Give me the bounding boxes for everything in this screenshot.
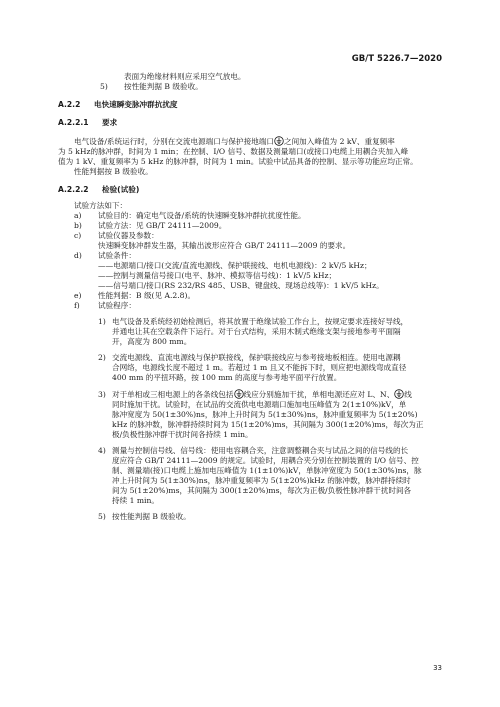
list-item: d) 试验条件： xyxy=(74,251,136,260)
section-heading-a22: A.2.2 电快速瞬变脉冲群抗扰度 xyxy=(58,100,178,109)
list-item: a) 试验目的：确定电气设备/系统的快速瞬变脉冲群抗扰度性能。 xyxy=(74,211,306,220)
list-item-detail: 快速瞬变脉冲群发生器，其输出波形应符合 GB/T 24111—2009 的要求。 xyxy=(98,241,351,250)
procedure-step-line: 持续 1 min。 xyxy=(112,496,159,505)
page-content xyxy=(58,72,444,522)
procedure-step-line: kHz 的脉冲数，脉冲群持续时间为 15(1±20%)ms，其间隔为 300(1±20%)ms，每次为正 xyxy=(112,420,424,429)
procedure-step-line: 脉冲宽度为 50(1±30%)ns，脉冲上升时间为 5(1±30%)ns，脉冲重复频率为 5(1±20%) xyxy=(112,410,418,419)
paragraph-line: 性能判据按 B 级验收。 xyxy=(74,167,153,176)
text-line: 表面为绝缘材料则应采用空气放电。 xyxy=(124,72,246,81)
paragraph-line: 试验方法如下： xyxy=(74,201,128,210)
protective-earth-icon xyxy=(394,389,404,399)
section-heading-a222: A.2.2.2 检验(试验) xyxy=(58,185,140,194)
page-number: 33 xyxy=(433,664,442,672)
procedure-step-line: 400 mm 的平扭环路，按 100 mm 的高度与参考地平面平行放置。 xyxy=(112,373,342,382)
procedure-step-line: 并通电让其在空载条件下运行。对于台式结构，采用木制式绝缘支架与接地参考平面隔 xyxy=(112,327,401,336)
paragraph-line: 电气设备/系统运行时，分别在交流电源端口与保护接地端口 之间加入峰值为 2 kV、重复频率 xyxy=(74,137,395,146)
protective-earth-icon xyxy=(234,389,244,399)
procedure-step-line: 极/负极性脉冲群干扰时间各持续 1 min。 xyxy=(112,430,253,439)
procedure-step-line: 同时施加干扰。试验时，在试品的交流供电电源端口施加电压峰值为 2(1±10%)kV，单 xyxy=(112,400,407,409)
list-item: b) 试验方法：见 GB/T 24111—2009。 xyxy=(74,221,227,230)
procedure-step-line: 开，高度为 800 mm。 xyxy=(112,337,192,346)
paragraph-line: 为 5 kHz的脉冲群，时间为 1 min；在控制、I/O 信号、数据及测量端口(或接口)电缆上用耦合夹加入峰 xyxy=(58,147,409,156)
protective-earth-icon xyxy=(274,136,284,146)
list-item: f) 试验程序： xyxy=(74,301,136,310)
procedure-step-line: 合网络，电源线长度不超过 1 m。若超过 1 m 且又不能拆下时，则应把电源线弯成直径 xyxy=(112,363,407,372)
procedure-step-line: 制、测量端(接)口电缆上施加电压峰值为 1(1±10%)kV，单脉冲宽度为 50(1±30%)ns，脉 xyxy=(112,466,422,475)
procedure-step: 5) 按性能判据 B 级验收。 xyxy=(98,512,191,521)
dash-item: ——电源端口/接口(交流/直流电源线、保护联接线、电机电源线)：2 kV/5 kHz； xyxy=(98,261,372,270)
procedure-step: 1) 电气设备及系统经初始检测后，将其放置于绝缘试验工作台上，按规定要求连接好导线， xyxy=(98,317,409,326)
dash-item: ——信号端口/接口(RS 232/RS 485、USB、键盘线、现场总线等)：1 kV/5 kHz。 xyxy=(98,281,384,290)
standard-number: GB/T 5226.7—2020 xyxy=(351,54,442,64)
procedure-step-line: 冲上升时间为 5(1±30%)ns，脉冲重复频率为 5(1±20%)kHz 的脉冲数，脉冲群持续时 xyxy=(112,476,411,485)
list-item: 5) 按性能判据 B 级验收。 xyxy=(100,82,203,91)
paragraph-line: 值为 1 kV、重复频率为 5 kHz 的脉冲群，时间为 1 min。试验中试品具备的控制、显示等功能应均正常。 xyxy=(58,157,418,166)
procedure-step-line: 间为 5(1±20%)ms，其间隔为 300(1±20%)ms，每次为正极/负极性脉冲群干扰时间各 xyxy=(112,486,412,495)
section-heading-a221: A.2.2.1 要求 xyxy=(58,118,118,127)
dash-item: ——控制与测量信号接口(电平、脉冲、模拟等信号线)：1 kV/5 kHz； xyxy=(98,271,337,280)
list-item: c) 试验仪器及参数： xyxy=(74,231,159,240)
list-item: e) 性能判据：B 级(见 A.2.8)。 xyxy=(74,291,196,300)
procedure-step: 3) 对于单相或三相电源上的各条线包括 线应分别施加干扰，单相电源还应对 L、N、 线 xyxy=(98,390,412,399)
procedure-step-line: 度应符合 GB/T 24111—2009 的规定。试验时，用耦合夹分别在控制装置的 I/O 信号、控 xyxy=(112,456,419,465)
procedure-step: 4) 测量与控制信号线、信号线：使用电容耦合夹，注意调整耦合夹与试品之间的信号线的长 xyxy=(98,446,409,455)
procedure-step: 2) 交流电源线、直流电源线与保护联接线，保护联接线应与参考接地板相连。使用电源耦 xyxy=(98,353,401,362)
